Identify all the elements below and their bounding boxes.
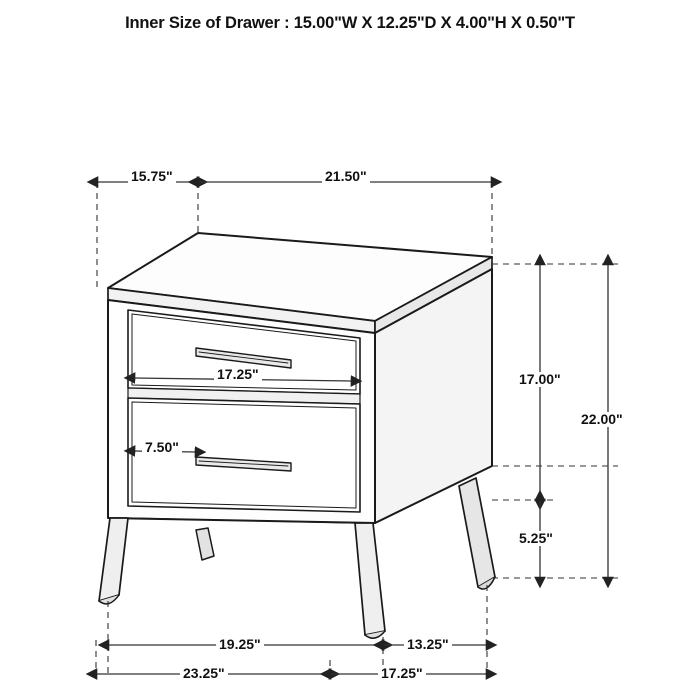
front-left-leg (99, 518, 128, 604)
dim-label-body-height: 17.00" (516, 372, 564, 387)
front-right-leg (355, 523, 385, 638)
dim-label-leg-height: 5.25" (516, 531, 556, 546)
back-left-leg (196, 528, 214, 560)
dim-label-overall-height: 22.00" (578, 412, 626, 427)
back-right-leg (459, 478, 495, 589)
dim-label-base-width: 23.25" (180, 666, 228, 681)
dim-label-top-depth: 15.75" (128, 169, 176, 184)
dim-label-top-width: 21.50" (322, 169, 370, 184)
lower-drawer[interactable] (128, 398, 360, 512)
dim-label-drawer-bottom-width: 7.50" (142, 440, 182, 455)
ext-lines-bottom (96, 585, 487, 682)
dim-label-drawer-top-width: 17.25" (214, 367, 262, 382)
dim-label-front-foot-span: 19.25" (216, 637, 264, 652)
page-title: Inner Size of Drawer : 15.00"W X 12.25"D X 4.00"H X 0.50"T (125, 14, 575, 32)
dim-label-side-foot-span: 13.25" (404, 637, 452, 652)
dim-label-base-depth: 17.25" (378, 666, 426, 681)
